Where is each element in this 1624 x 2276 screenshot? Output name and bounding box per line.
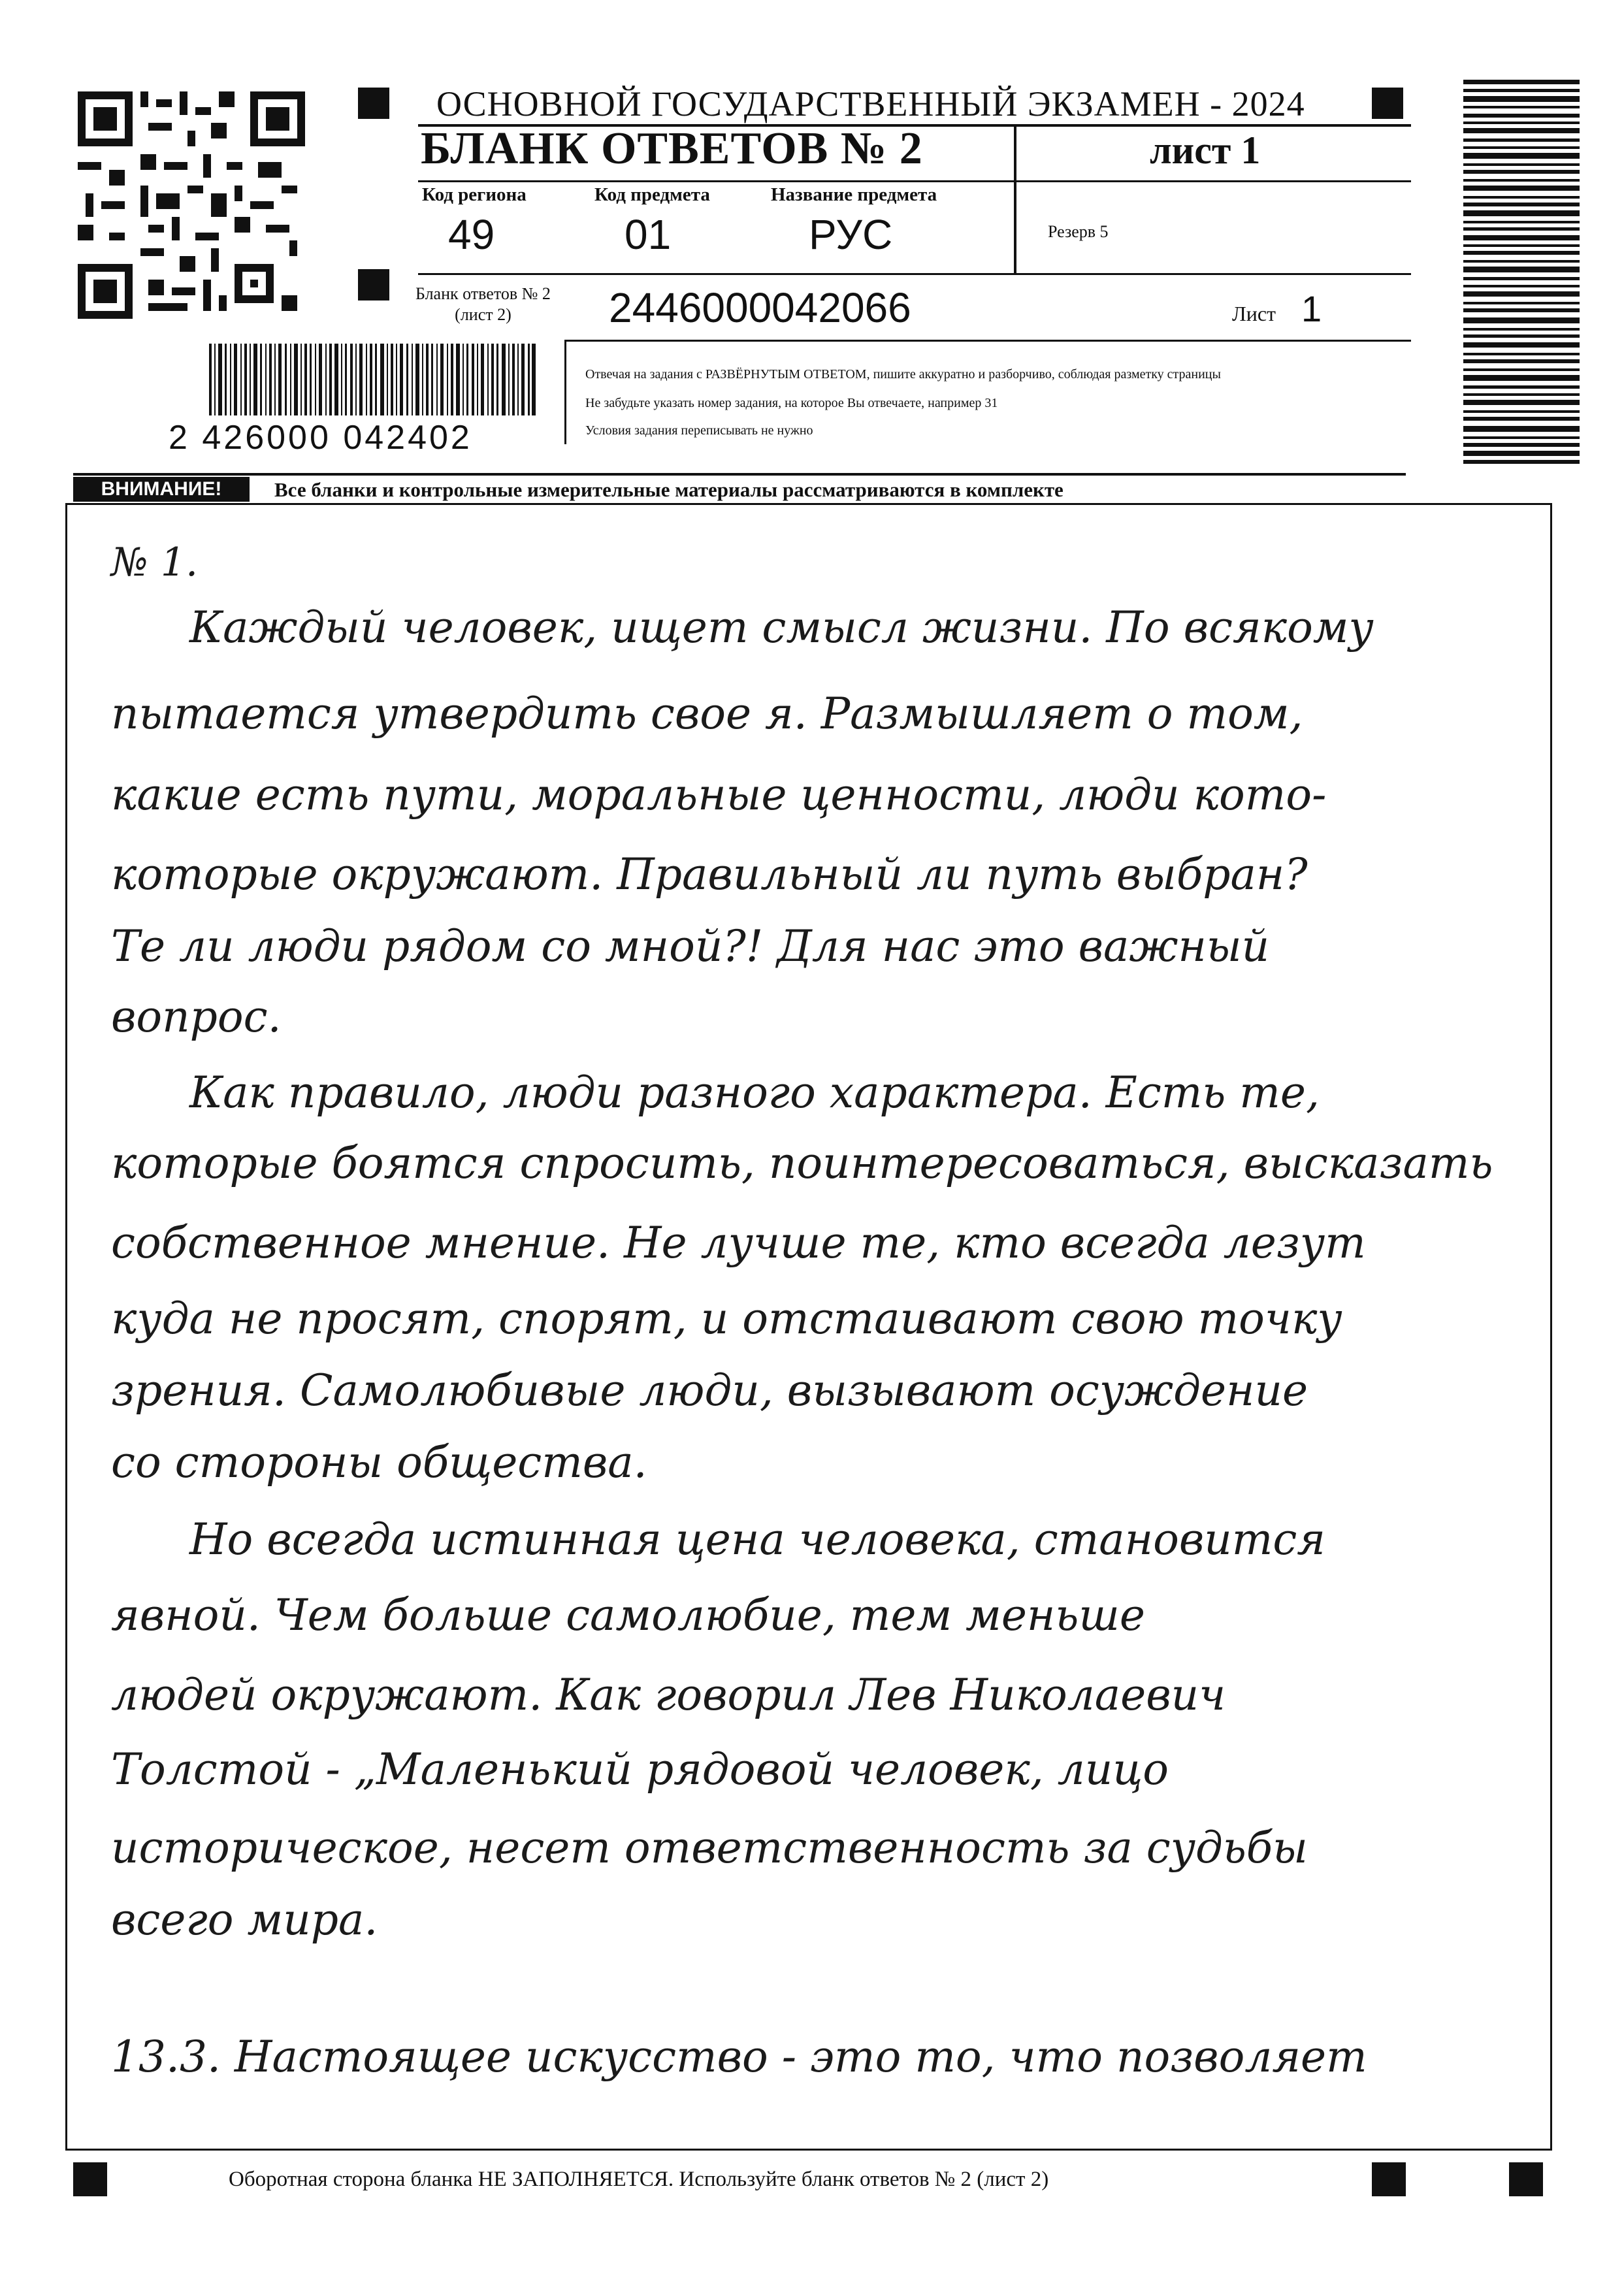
- header-rule: [564, 340, 1411, 342]
- left-note-text: Бланк ответов № 2 (лист 2): [415, 284, 551, 324]
- corner-marker: [73, 2162, 107, 2196]
- corner-marker: [1372, 2162, 1406, 2196]
- instruction-divider: [564, 340, 566, 444]
- answer-line: явной. Чем больше самолюбие, тем меньше: [111, 1590, 1145, 1640]
- answer-line: людей окружают. Как говорил Лев Николаевич: [111, 1670, 1226, 1720]
- corner-marker: [358, 88, 389, 119]
- instruction-line: Не забудьте указать номер задания, на которое Вы отвечаете, например 31: [585, 396, 998, 410]
- answer-line: со стороны общества.: [111, 1437, 647, 1488]
- answer-line: которые боятся спросить, поинтересоваться, высказать: [111, 1138, 1493, 1188]
- region-label: Код региона: [422, 184, 527, 205]
- answer-line: № 1.: [111, 540, 199, 585]
- subject-name-label: Название предмета: [771, 184, 937, 205]
- attention-rule: [73, 473, 1406, 476]
- corner-marker: [1372, 88, 1403, 119]
- corner-marker: [358, 269, 389, 301]
- instruction-line: Условия задания переписывать не нужно: [585, 423, 813, 438]
- exam-title: ОСНОВНОЙ ГОСУДАРСТВЕННЫЙ ЭКЗАМЕН - 2024: [436, 84, 1305, 123]
- answer-line: вопрос.: [111, 992, 282, 1042]
- answer-line: Но всегда истинная цена человека, становится: [189, 1514, 1326, 1565]
- reserve-label: Резерв 5: [1048, 222, 1109, 241]
- header-divider: [1014, 124, 1016, 273]
- sheet-title: лист 1: [1150, 129, 1261, 172]
- vertical-barcode: [1463, 80, 1580, 464]
- answer-line: 13.3. Настоящее искусство - это то, что позволяет: [111, 2032, 1367, 2082]
- answer-line: Каждый человек, ищет смысл жизни. По всякому: [189, 602, 1374, 653]
- list-label: Лист: [1232, 302, 1276, 325]
- answer-line: куда не просят, спорят, и отстаивают свою точку: [111, 1293, 1342, 1344]
- answer-line: историческое, несет ответственность за судьбы: [111, 1823, 1308, 1873]
- attention-badge: ВНИМАНИЕ!: [73, 477, 250, 502]
- corner-marker: [1509, 2162, 1543, 2196]
- header-rule: [418, 180, 1411, 182]
- answer-line: Как правило, люди разного характера. Есть те,: [189, 1067, 1320, 1118]
- subject-name-value: РУС: [809, 211, 893, 258]
- list-value: 1: [1301, 288, 1322, 329]
- header-rule: [418, 273, 1411, 275]
- answer-line: зрения. Самолюбивые люди, вызывают осуждение: [111, 1365, 1308, 1416]
- form-title: БЛАНК ОТВЕТОВ № 2: [421, 123, 923, 174]
- form-number: 2446000042066: [609, 284, 911, 331]
- subject-code-value: 01: [625, 211, 672, 258]
- answer-line: всего мира.: [111, 1894, 378, 1945]
- instruction-line: Отвечая на задания с РАЗВЁРНУТЫМ ОТВЕТОМ, пишите аккуратно и разборчиво, соблюдая разметку страницы: [585, 367, 1221, 382]
- answer-line: собственное мнение. Не лучше те, кто всегда лезут: [111, 1218, 1366, 1268]
- left-note: [415, 284, 551, 325]
- answer-line: какие есть пути, моральные ценности, люди кото-: [111, 770, 1327, 820]
- answer-line: которые окружают. Правильный ли путь выбран?: [111, 849, 1308, 900]
- subject-code-label: Код предмета: [594, 184, 710, 205]
- qr-code: [73, 91, 310, 319]
- region-value: 49: [448, 211, 495, 258]
- barcode-digits: 2 426000 042402: [169, 419, 472, 457]
- horizontal-barcode: [209, 344, 536, 415]
- footer-text: Оборотная сторона бланка НЕ ЗАПОЛНЯЕТСЯ. Используйте бланк ответов № 2 (лист 2): [229, 2168, 1049, 2191]
- answer-line: Толстой - „Маленький рядовой человек, лицо: [111, 1744, 1169, 1795]
- attention-text: Все бланки и контрольные измерительные материалы рассматриваются в комплекте: [274, 478, 1064, 501]
- answer-line: Те ли люди рядом со мной?! Для нас это важный: [111, 921, 1270, 971]
- answer-line: пытается утвердить свое я. Размышляет о том,: [111, 689, 1303, 739]
